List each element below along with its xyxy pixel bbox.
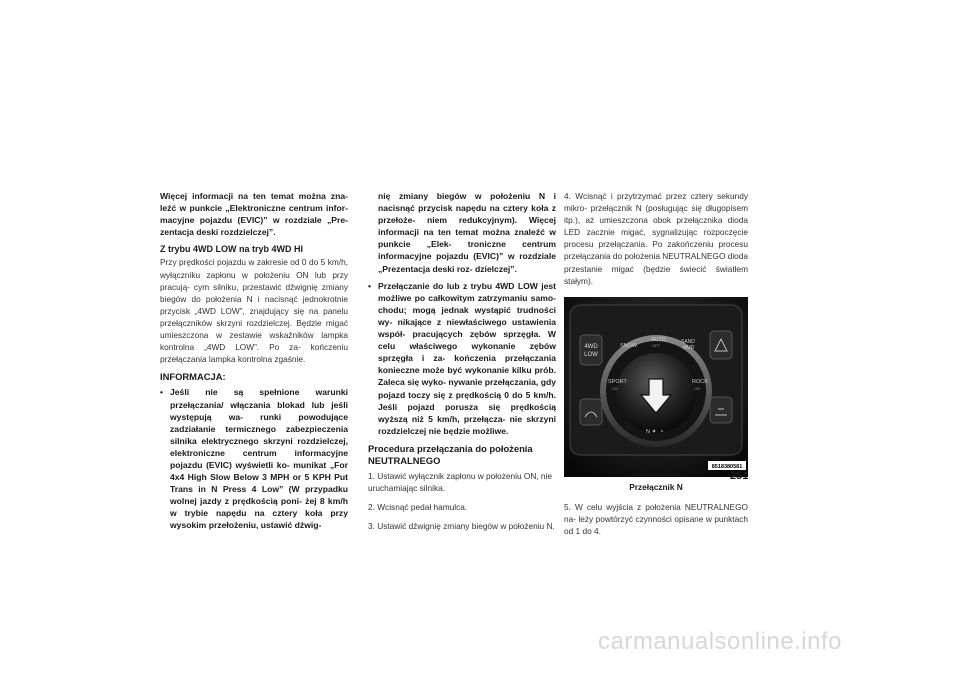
body-paragraph: Przy prędkości pojazdu w zakresie od 0 do 5 km/h, wyłączniku zapłonu w położeniu ON lub przy pracują- cym silniku, przestawić dźwignię zmiany biegów do położenia N i nacisnąć jednokrotnie przycisk „4WD LOW”, znajdujący się na panelu przełączników skrzyni rozdzielczej. Będzie migać umieszczona w zestawie wskaźników lampka kontrolna „4WD LOW”. Po za- kończeniu przełączania lampka kontrolna zgaśnie. [160,257,348,365]
selector-knob-illustration [564,297,748,477]
step-3: 3. Ustawić dźwignię zmiany biegów w położeniu N. [368,521,555,532]
figure-code: 8518380581 [711,463,743,470]
label-sport: SPORT [608,378,627,385]
label-snow: SNOW [620,342,638,349]
step-1: 1. Ustawić wyłącznik zapłonu w położeniu ON, nie uruchamiając silnika. [368,471,552,494]
procedure-heading: Procedura przełączania do położenia NEUTRALNEGO [368,442,533,466]
neutral-switch-hole [661,430,663,432]
label-off: OFF [652,342,660,348]
neutral-led-indicator [653,429,656,432]
column-middle [368,190,556,539]
label-mud: MUD [683,344,695,351]
info-heading: INFORMACJA: [160,371,226,383]
label-on-1: ON [612,385,618,391]
label-low: LOW [584,351,598,358]
label-4wd: 4WD [584,343,598,350]
page-number: 251 [730,470,749,482]
label-auto: AUTO [651,336,667,343]
park-sense-button [710,397,732,423]
figure-caption: Przełącznik N [629,481,683,492]
bullet-item: • Jeśli nie są spełnione warunki przełączania/ włączania blokad lub jeśli występują wa- runki powodujące zadziałanie termicznego zabezpieczenia silnika elektrycznego skrzyni rozdzielczej, elektroniczne centrum informacyjne pojazdu (EVIC) wyświetli ko- munikat „For 4x4 High Slow Below 3 MPH or 5 KPH Put Trans in N Press 4 Low” (W przypadku wolnej jazdy z prędkością poni- żej 8 km/h w trybie napędu na cztery koła przy wysokim przełożeniu, ustawić dźwig- [160,386,348,531]
section-heading-4wd-low-to-hi: Z trybu 4WD LOW na tryb 4WD HI [160,244,303,255]
hill-descent-button [710,331,732,359]
step-4: 4. Wcisnąć i przytrzymać przez cztery sekundy mikro- przełącznik N (posługując się długopisem itp.), aż umieszczona obok przełącznika dioda LED zacznie migać, sygnalizując rozpoczęcie procesu przełączania. Po zakończeniu procesu przełączania do położenia NEUTRALNEGO dioda przestanie migać (będzie świecić światłem stałym). [564,191,749,286]
label-n: N [646,428,650,435]
label-sand: SAND [681,338,695,345]
label-on-2: ON [694,385,700,391]
column-right [564,190,748,544]
label-rock: ROCK [692,378,708,385]
bullet-continuation: nię zmiany biegów w położeniu N i nacisnąć przycisk napędu na cztery koła z przełoże- niem redukcyjnym). Więcej informacji na ten temat można znaleźć w punkcie „Elek- troniczne centrum informacyjne pojazdu (EVIC)” w rozdziale „Prezentacja deski roz- dzielczej”. [378,191,556,274]
selector-switch-photo [564,297,748,477]
intro-paragraph: Więcej informacji na ten temat można zna- leźć w punkcie „Elektroniczne centrum infor- macyjne pojazdu (EVIC)” w rozdziale „Pre- zentacja deski rozdzielczej”. [160,191,348,238]
step-2: 2. Wcisnąć pedał hamulca. [368,502,468,513]
bullet-item: • Przełączanie do lub z trybu 4WD LOW jest możliwe po całkowitym zatrzymaniu samo- chodu; mogą jednak wystąpić trudności wy- nikające z niewłaściwego ustawienia współ- pracujących zębów sprzęgła. W celu właściwego wykonanie zębów sprzęgła i za- kończenia przełączania konieczne może być wykonanie kilku prób. Zaleca się wyko- nywanie przełączania, gdy pojazd toczy się z prędkością 0 do 5 km/h. Jeśli pojazd porusza się prędkością wyższą niż 5 km/h, przełącza- nie skrzyni rozdzielczej nie będzie możliwe. [368,280,556,437]
4wd-low-button [580,335,602,365]
watermark: carmanualsonline.info [598,628,842,655]
step-5: 5. W celu wyjścia z położenia NEUTRALNEGO na- leży powtórzyć czynności opisane w punktach od 1 do 4. [564,501,748,537]
column-left [160,190,348,537]
